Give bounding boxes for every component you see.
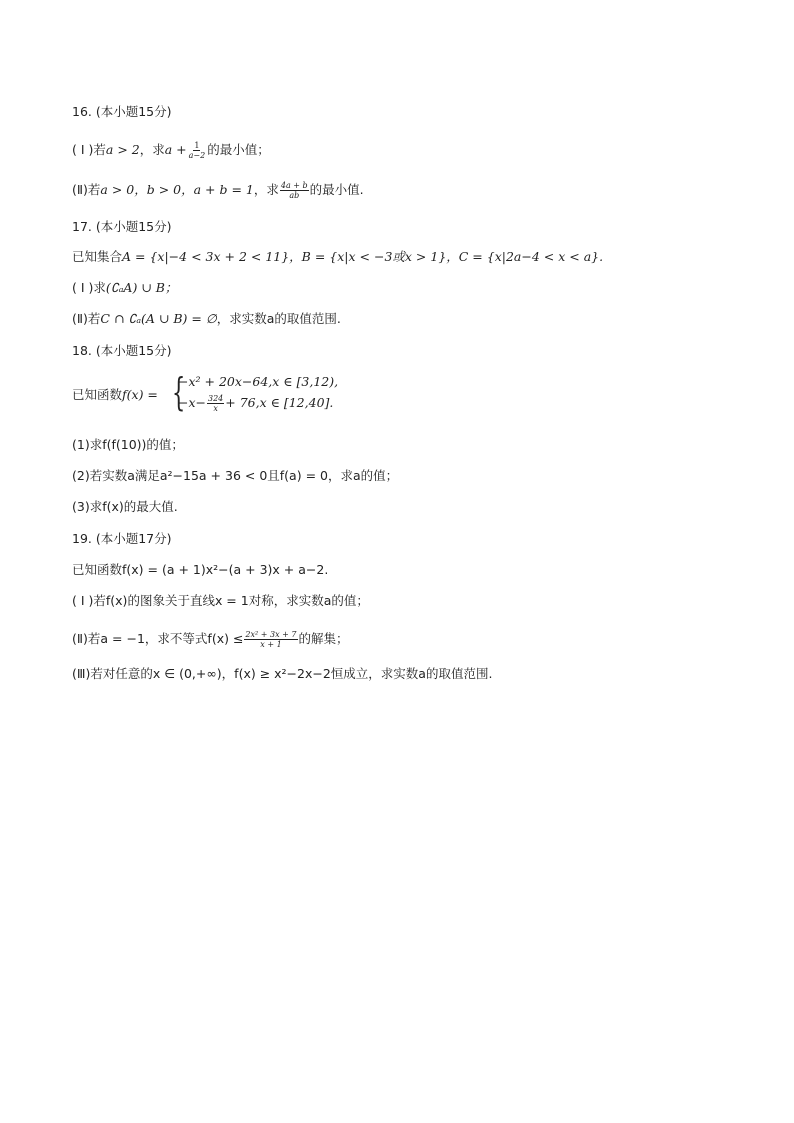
q19-p2-den: x + 1 [260,640,282,649]
q16-p1-end: 的最小值； [207,142,270,157]
q17-p2-label: (Ⅱ)若 [72,311,101,326]
q16-p1-label: ( Ⅰ )若 [72,142,106,157]
q16-part1 [72,141,270,160]
q17-stmt-math: A = {x|−4 < 3x + 2 < 11}，B = {x|x < −3或x > 1}，C = {x|2a−4 < x < a}. [122,249,604,264]
q16-p1-mid: ，求 [139,142,165,157]
q18-stmt-fx: f(x) = [122,387,158,402]
q17-p1-math: (∁ₐA) ∪ B； [105,280,178,295]
q19-part3: (Ⅲ)若对任意的x ∈ (0,+∞)，f(x) ≥ x²−2x−2恒成立，求实数a的取值范围. [72,666,493,681]
q16-p2-frac-den: ab [289,191,300,200]
q18-case2-pre: −x− [178,395,206,410]
q18-statement [72,386,158,404]
q16-p2-end: 的最小值. [309,182,364,197]
q16-p2-frac-num: 4a + b [280,181,308,190]
q16-p2-cond: a > 0，b > 0，a + b = 1 [100,182,254,197]
q18-part2: (2)若实数a满足a²−15a + 36 < 0且f(a) = 0，求a的值； [72,468,399,483]
q18-case2-num: 324 [208,394,224,403]
q16-p1-cond: a > 2 [105,142,140,157]
q17-p2-end: ，求实数a的取值范围. [216,311,341,326]
q16-p1-fraction [188,141,207,160]
q16-p2-fraction [280,181,309,200]
q18-stmt-prefix: 已知函数 [72,387,123,402]
q19-p2-end: 的解集； [298,631,349,646]
q18-piecewise-brace: { [172,370,186,414]
q16-p1-frac-den: a−2 [188,151,206,160]
q16-header: 16. (本小题15分) [72,104,172,119]
q18-case2 [178,394,333,413]
q18-part3: (3)求f(x)的最大值. [72,499,178,514]
q17-header: 17. (本小题15分) [72,219,172,234]
q18-case2-den: x [213,404,218,413]
q19-p2-fraction [244,630,297,649]
q16-p1-frac-num: 1 [194,141,200,150]
q18-case2-fraction [207,394,224,413]
q17-statement [72,248,603,266]
q17-part2 [72,310,341,328]
q17-p2-math: C ∩ ∁ₐ(A ∪ B) = ∅ [100,311,217,326]
q18-case2-post: + 76,x ∈ [12,40]. [225,395,334,410]
q18-part1: (1)求f(f(10))的值； [72,437,184,452]
q17-stmt-prefix: 已知集合 [72,249,123,264]
q19-p2-pre: (Ⅱ)若a = −1，求不等式f(x) ≤ [72,631,244,646]
q18-header: 18. (本小题15分) [72,343,172,358]
q16-p1-expr: a + [164,142,187,157]
q19-header: 19. (本小题17分) [72,531,172,546]
q16-p2-label: (Ⅱ)若 [72,182,101,197]
q16-p2-mid: ，求 [253,182,279,197]
q17-part1 [72,279,177,297]
q19-part2 [72,630,349,649]
q19-p2-num: 2x² + 3x + 7 [245,630,297,639]
q19-statement: 已知函数f(x) = (a + 1)x²−(a + 3)x + a−2. [72,562,329,577]
q19-part1: ( Ⅰ )若f(x)的图象关于直线x = 1对称，求实数a的值； [72,593,369,608]
q17-p1-label: ( Ⅰ )求 [72,280,106,295]
q16-part2 [72,181,364,200]
q18-case1: −x² + 20x−64,x ∈ [3,12), [178,374,339,389]
